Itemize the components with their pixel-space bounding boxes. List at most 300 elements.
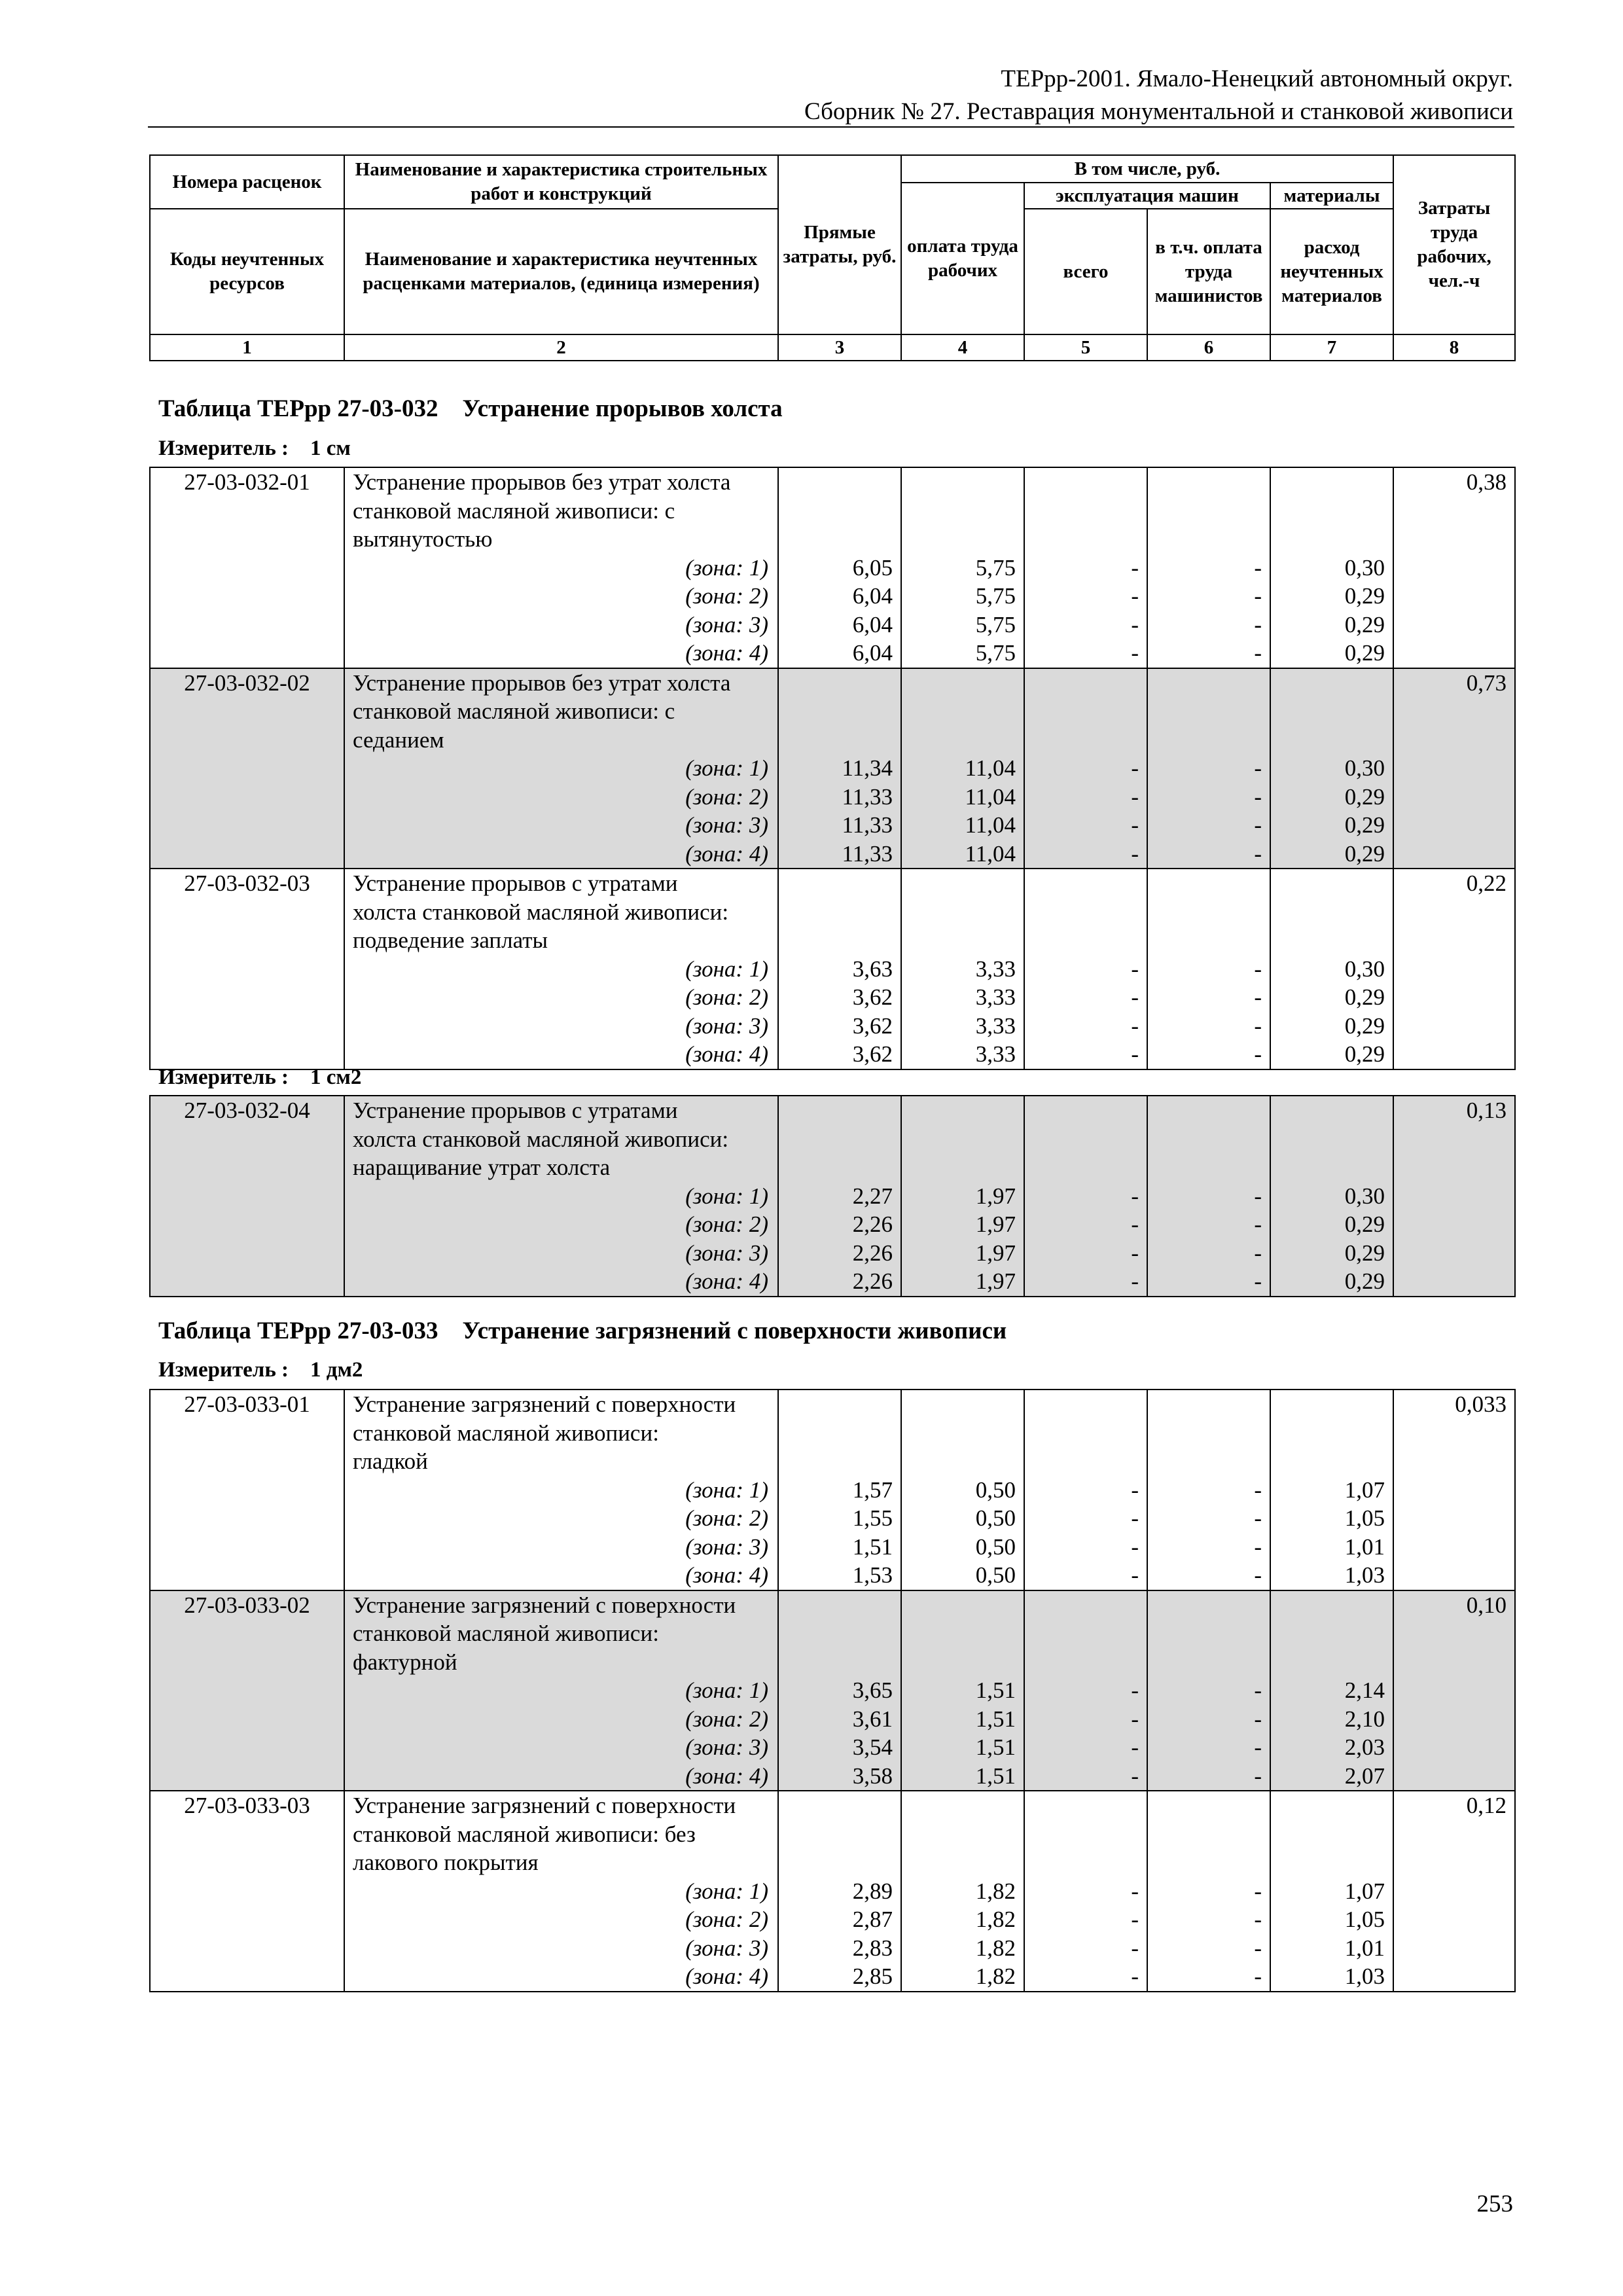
machine-total: - — [1024, 1962, 1147, 1992]
machinist-pay: - — [1147, 955, 1270, 984]
worker-pay: 1,82 — [901, 1877, 1024, 1906]
empty-cell — [150, 525, 344, 554]
worker-pay: 0,50 — [901, 1561, 1024, 1590]
materials-cost: 1,03 — [1270, 1962, 1393, 1992]
record-name-row — [150, 697, 1515, 726]
machinist-pay: - — [1147, 754, 1270, 783]
empty-cell — [778, 697, 901, 726]
empty-cell — [150, 1504, 344, 1533]
empty-cell — [901, 697, 1024, 726]
machinist-pay: - — [1147, 1877, 1270, 1906]
empty-cell — [1393, 1125, 1515, 1154]
empty-cell — [901, 926, 1024, 955]
record-name-row — [150, 1447, 1515, 1476]
worker-pay: 11,04 — [901, 811, 1024, 840]
direct-cost: 2,87 — [778, 1905, 901, 1934]
zone-row — [150, 1705, 1515, 1734]
header-machine-operation: эксплуатация машин — [1024, 183, 1270, 209]
page-number: 253 — [1476, 2191, 1513, 2217]
empty-cell — [1270, 1390, 1393, 1419]
empty-cell — [1270, 869, 1393, 898]
empty-cell — [150, 1419, 344, 1448]
empty-cell — [1024, 898, 1147, 927]
empty-cell — [1393, 1676, 1515, 1705]
empty-cell — [1393, 983, 1515, 1012]
column-number: 6 — [1147, 334, 1270, 361]
empty-cell — [1270, 1791, 1393, 1820]
rate-code: 27-03-033-01 — [150, 1390, 344, 1419]
empty-cell — [150, 1561, 344, 1590]
zone-row — [150, 1012, 1515, 1041]
empty-cell — [1393, 1848, 1515, 1877]
zone-row — [150, 1762, 1515, 1791]
empty-cell — [1147, 525, 1270, 554]
empty-cell — [1393, 898, 1515, 927]
unit-label — [158, 437, 351, 461]
zone-row — [150, 1040, 1515, 1069]
empty-cell — [150, 1848, 344, 1877]
machine-total: - — [1024, 1561, 1147, 1590]
materials-cost: 2,14 — [1270, 1676, 1393, 1705]
empty-cell — [901, 525, 1024, 554]
zone-label: (зона: 2) — [344, 1504, 778, 1533]
labor-cost: 0,13 — [1393, 1096, 1515, 1125]
machinist-pay: - — [1147, 1962, 1270, 1992]
header-rule — [148, 126, 1514, 128]
empty-cell — [901, 1390, 1024, 1419]
empty-cell — [150, 1040, 344, 1069]
empty-cell — [901, 1125, 1024, 1154]
zone-label: (зона: 1) — [344, 955, 778, 984]
record-name-row — [150, 1848, 1515, 1877]
column-number: 1 — [150, 334, 344, 361]
rate-name-line: холста станковой масляной живописи: — [344, 898, 778, 927]
machinist-pay: - — [1147, 1504, 1270, 1533]
unit-value: 1 см — [310, 437, 351, 460]
zone-row — [150, 754, 1515, 783]
zone-label: (зона: 2) — [344, 983, 778, 1012]
zone-row — [150, 1210, 1515, 1239]
empty-cell — [1024, 1390, 1147, 1419]
header-direct-costs: Прямые затраты, руб. — [778, 155, 901, 334]
empty-cell — [1393, 811, 1515, 840]
direct-cost: 3,58 — [778, 1762, 901, 1791]
empty-cell — [150, 983, 344, 1012]
empty-cell — [901, 1153, 1024, 1182]
zone-label: (зона: 4) — [344, 1561, 778, 1590]
empty-cell — [1270, 1419, 1393, 1448]
machine-total: - — [1024, 1676, 1147, 1705]
rate-name-line: седанием — [344, 726, 778, 755]
empty-cell — [778, 1153, 901, 1182]
empty-cell — [1147, 1820, 1270, 1849]
empty-cell — [1147, 1447, 1270, 1476]
empty-cell — [901, 1096, 1024, 1125]
empty-cell — [1147, 1791, 1270, 1820]
machinist-pay: - — [1147, 1239, 1270, 1268]
zone-label: (зона: 1) — [344, 754, 778, 783]
empty-cell — [150, 1210, 344, 1239]
empty-cell — [1393, 783, 1515, 812]
direct-cost: 2,83 — [778, 1934, 901, 1963]
empty-cell — [150, 1239, 344, 1268]
machine-total: - — [1024, 1934, 1147, 1963]
empty-cell — [1024, 1419, 1147, 1448]
zone-row — [150, 1733, 1515, 1762]
empty-cell — [1393, 639, 1515, 668]
empty-cell — [1024, 1820, 1147, 1849]
machine-total: - — [1024, 783, 1147, 812]
zone-row — [150, 783, 1515, 812]
empty-cell — [1270, 1125, 1393, 1154]
worker-pay: 1,51 — [901, 1733, 1024, 1762]
record-row — [150, 869, 1515, 898]
rate-name-line: фактурной — [344, 1648, 778, 1677]
direct-cost: 2,85 — [778, 1962, 901, 1992]
worker-pay: 1,82 — [901, 1905, 1024, 1934]
zone-row — [150, 1239, 1515, 1268]
empty-cell — [901, 1447, 1024, 1476]
empty-cell — [1393, 1476, 1515, 1505]
empty-cell — [1147, 668, 1270, 698]
direct-cost: 1,55 — [778, 1504, 901, 1533]
empty-cell — [901, 497, 1024, 526]
materials-cost: 0,29 — [1270, 1239, 1393, 1268]
empty-cell — [901, 467, 1024, 497]
worker-pay: 11,04 — [901, 783, 1024, 812]
header-materials: материалы — [1270, 183, 1393, 209]
worker-pay: 0,50 — [901, 1504, 1024, 1533]
empty-cell — [1270, 525, 1393, 554]
direct-cost: 1,57 — [778, 1476, 901, 1505]
machinist-pay: - — [1147, 1934, 1270, 1963]
materials-cost: 0,29 — [1270, 983, 1393, 1012]
record-row — [150, 1096, 1515, 1125]
empty-cell — [1024, 726, 1147, 755]
machinist-pay: - — [1147, 840, 1270, 869]
header-unaccounted-materials: расход неучтенных материалов — [1270, 209, 1393, 334]
rate-name-line: станковой масляной живописи: с — [344, 497, 778, 526]
zone-label: (зона: 2) — [344, 1705, 778, 1734]
record-name-row — [150, 898, 1515, 927]
empty-cell — [778, 467, 901, 497]
materials-cost: 2,07 — [1270, 1762, 1393, 1791]
machine-total: - — [1024, 955, 1147, 984]
empty-cell — [1024, 1447, 1147, 1476]
header-machinist-pay: в т.ч. оплата труда машинистов — [1147, 209, 1270, 334]
zone-row — [150, 1182, 1515, 1211]
zone-label: (зона: 2) — [344, 783, 778, 812]
rate-name-line: станковой масляной живописи: — [344, 1619, 778, 1648]
materials-cost: 0,29 — [1270, 1040, 1393, 1069]
record-name-row — [150, 926, 1515, 955]
materials-cost: 1,03 — [1270, 1561, 1393, 1590]
empty-cell — [150, 1676, 344, 1705]
zone-row — [150, 983, 1515, 1012]
empty-cell — [1270, 1447, 1393, 1476]
empty-cell — [1147, 1619, 1270, 1648]
empty-cell — [1393, 582, 1515, 611]
zone-label: (зона: 1) — [344, 1877, 778, 1906]
machinist-pay: - — [1147, 639, 1270, 668]
empty-cell — [1024, 1848, 1147, 1877]
machine-total: - — [1024, 1267, 1147, 1297]
worker-pay: 5,75 — [901, 582, 1024, 611]
materials-cost: 0,29 — [1270, 582, 1393, 611]
empty-cell — [1393, 1012, 1515, 1041]
machinist-pay: - — [1147, 1267, 1270, 1297]
empty-cell — [1393, 1182, 1515, 1211]
worker-pay: 1,51 — [901, 1762, 1024, 1791]
empty-cell — [1024, 668, 1147, 698]
machine-total: - — [1024, 1182, 1147, 1211]
machinist-pay: - — [1147, 1733, 1270, 1762]
empty-cell — [150, 1648, 344, 1677]
rates-table-032-part-2 — [149, 1095, 1516, 1297]
empty-cell — [150, 1012, 344, 1041]
empty-cell — [150, 783, 344, 812]
materials-cost: 0,30 — [1270, 955, 1393, 984]
machinist-pay: - — [1147, 1561, 1270, 1590]
rate-code: 27-03-032-01 — [150, 467, 344, 497]
machine-total: - — [1024, 582, 1147, 611]
machinist-pay: - — [1147, 1533, 1270, 1562]
empty-cell — [1024, 1096, 1147, 1125]
empty-cell — [1024, 1648, 1147, 1677]
rate-name-line: подведение заплаты — [344, 926, 778, 955]
empty-cell — [901, 1590, 1024, 1620]
header-material-name: Наименование и характеристика неучтенных расценками материалов, (единица измерения) — [344, 209, 778, 334]
zone-row — [150, 1877, 1515, 1906]
rate-name-line: Устранение прорывов с утратами — [344, 869, 778, 898]
page-header — [804, 63, 1513, 128]
materials-cost: 1,07 — [1270, 1476, 1393, 1505]
rate-code: 27-03-033-03 — [150, 1791, 344, 1820]
empty-cell — [1147, 1419, 1270, 1448]
materials-cost: 0,29 — [1270, 639, 1393, 668]
zone-row — [150, 582, 1515, 611]
labor-cost: 0,12 — [1393, 1791, 1515, 1820]
rate-name-line: наращивание утрат холста — [344, 1153, 778, 1182]
empty-cell — [1270, 467, 1393, 497]
zone-label: (зона: 1) — [344, 1676, 778, 1705]
zone-label: (зона: 4) — [344, 1040, 778, 1069]
machinist-pay: - — [1147, 1040, 1270, 1069]
rate-name-line: станковой масляной живописи: с — [344, 697, 778, 726]
rate-name-line: Устранение загрязнений с поверхности — [344, 1590, 778, 1620]
unit-label-text: Измеритель : — [158, 1066, 289, 1089]
zone-row — [150, 811, 1515, 840]
empty-cell — [1393, 525, 1515, 554]
empty-cell — [1270, 1848, 1393, 1877]
materials-cost: 1,07 — [1270, 1877, 1393, 1906]
labor-cost: 0,22 — [1393, 869, 1515, 898]
empty-cell — [901, 898, 1024, 927]
empty-cell — [150, 754, 344, 783]
empty-cell — [1024, 1619, 1147, 1648]
empty-cell — [150, 1447, 344, 1476]
empty-cell — [901, 668, 1024, 698]
worker-pay: 0,50 — [901, 1533, 1024, 1562]
materials-cost: 0,30 — [1270, 554, 1393, 583]
zone-label: (зона: 3) — [344, 1239, 778, 1268]
empty-cell — [1393, 926, 1515, 955]
machinist-pay: - — [1147, 811, 1270, 840]
zone-row — [150, 1267, 1515, 1297]
record-row — [150, 668, 1515, 698]
rate-code: 27-03-032-04 — [150, 1096, 344, 1125]
record-row — [150, 1390, 1515, 1419]
machine-total: - — [1024, 754, 1147, 783]
empty-cell — [150, 611, 344, 639]
rates-table-033 — [149, 1389, 1516, 1992]
direct-cost: 11,33 — [778, 811, 901, 840]
zone-label: (зона: 4) — [344, 639, 778, 668]
zone-label: (зона: 3) — [344, 611, 778, 639]
empty-cell — [1147, 467, 1270, 497]
empty-cell — [778, 1390, 901, 1419]
materials-cost: 0,29 — [1270, 783, 1393, 812]
empty-cell — [901, 1820, 1024, 1849]
empty-cell — [1393, 1210, 1515, 1239]
direct-cost: 2,89 — [778, 1877, 901, 1906]
machinist-pay: - — [1147, 1182, 1270, 1211]
zone-label: (зона: 4) — [344, 1962, 778, 1992]
empty-cell — [1147, 1390, 1270, 1419]
empty-cell — [150, 1905, 344, 1934]
empty-cell — [1270, 1619, 1393, 1648]
direct-cost: 2,26 — [778, 1210, 901, 1239]
empty-cell — [1147, 497, 1270, 526]
direct-cost: 3,54 — [778, 1733, 901, 1762]
direct-cost: 6,04 — [778, 582, 901, 611]
empty-cell — [1270, 898, 1393, 927]
empty-cell — [1393, 1905, 1515, 1934]
machine-total: - — [1024, 611, 1147, 639]
empty-cell — [1393, 1648, 1515, 1677]
materials-cost: 0,29 — [1270, 840, 1393, 869]
empty-cell — [150, 497, 344, 526]
machine-total: - — [1024, 1762, 1147, 1791]
empty-cell — [150, 554, 344, 583]
empty-cell — [150, 811, 344, 840]
direct-cost: 2,27 — [778, 1182, 901, 1211]
unit-label-text: Измеритель : — [158, 437, 289, 460]
direct-cost: 1,53 — [778, 1561, 901, 1590]
column-number: 3 — [778, 334, 901, 361]
worker-pay: 5,75 — [901, 611, 1024, 639]
empty-cell — [1024, 497, 1147, 526]
empty-cell — [1024, 1153, 1147, 1182]
empty-cell — [150, 898, 344, 927]
empty-cell — [1147, 1590, 1270, 1620]
empty-cell — [1393, 1447, 1515, 1476]
table-title: Таблица ТЕРрр 27-03-032 Устранение прорывов холста — [158, 395, 783, 422]
machinist-pay: - — [1147, 582, 1270, 611]
zone-label: (зона: 2) — [344, 1905, 778, 1934]
zone-row — [150, 1934, 1515, 1963]
rate-name-line: Устранение прорывов без утрат холста — [344, 668, 778, 698]
empty-cell — [901, 869, 1024, 898]
record-row — [150, 1791, 1515, 1820]
empty-cell — [1393, 611, 1515, 639]
empty-cell — [1393, 1267, 1515, 1297]
worker-pay: 1,97 — [901, 1267, 1024, 1297]
empty-cell — [901, 1619, 1024, 1648]
zone-label: (зона: 2) — [344, 582, 778, 611]
empty-cell — [1024, 926, 1147, 955]
direct-cost: 11,33 — [778, 783, 901, 812]
materials-cost: 1,01 — [1270, 1533, 1393, 1562]
machinist-pay: - — [1147, 1476, 1270, 1505]
rate-name-line: холста станковой масляной живописи: — [344, 1125, 778, 1154]
empty-cell — [150, 926, 344, 955]
empty-cell — [1270, 668, 1393, 698]
empty-cell — [150, 1733, 344, 1762]
machine-total: - — [1024, 1476, 1147, 1505]
direct-cost: 3,62 — [778, 1040, 901, 1069]
empty-cell — [150, 1705, 344, 1734]
record-name-row — [150, 1125, 1515, 1154]
empty-cell — [1393, 1561, 1515, 1590]
worker-pay: 0,50 — [901, 1476, 1024, 1505]
zone-row — [150, 840, 1515, 869]
empty-cell — [150, 1934, 344, 1963]
empty-cell — [1393, 554, 1515, 583]
header-resource-codes: Коды неучтенных ресурсов — [150, 209, 344, 334]
empty-cell — [150, 1877, 344, 1906]
column-number: 8 — [1393, 334, 1515, 361]
machine-total: - — [1024, 1040, 1147, 1069]
worker-pay: 1,51 — [901, 1676, 1024, 1705]
zone-row — [150, 639, 1515, 668]
empty-cell — [150, 1125, 344, 1154]
empty-cell — [1393, 1504, 1515, 1533]
empty-cell — [778, 898, 901, 927]
empty-cell — [1147, 726, 1270, 755]
empty-cell — [1147, 1648, 1270, 1677]
empty-cell — [1024, 1791, 1147, 1820]
header-worker-pay: оплата труда рабочих — [901, 183, 1024, 334]
zone-label: (зона: 3) — [344, 1533, 778, 1562]
empty-cell — [150, 1182, 344, 1211]
worker-pay: 1,97 — [901, 1239, 1024, 1268]
unit-value: 1 см2 — [310, 1066, 362, 1089]
record-name-row — [150, 1419, 1515, 1448]
empty-cell — [901, 1648, 1024, 1677]
worker-pay: 3,33 — [901, 983, 1024, 1012]
unit-label — [158, 1358, 363, 1382]
unit-value: 1 дм2 — [310, 1358, 363, 1382]
empty-cell — [1147, 926, 1270, 955]
empty-cell — [778, 1791, 901, 1820]
zone-label: (зона: 3) — [344, 1934, 778, 1963]
materials-cost: 0,29 — [1270, 1012, 1393, 1041]
zone-row — [150, 611, 1515, 639]
labor-cost: 0,10 — [1393, 1590, 1515, 1620]
rate-name-line: Устранение прорывов без утрат холста — [344, 467, 778, 497]
record-name-row — [150, 525, 1515, 554]
empty-cell — [1393, 840, 1515, 869]
empty-cell — [1270, 926, 1393, 955]
unit-label — [158, 1066, 361, 1090]
record-name-row — [150, 1619, 1515, 1648]
machinist-pay: - — [1147, 1905, 1270, 1934]
materials-cost: 2,03 — [1270, 1733, 1393, 1762]
empty-cell — [1393, 1820, 1515, 1849]
materials-cost: 2,10 — [1270, 1705, 1393, 1734]
empty-cell — [150, 582, 344, 611]
